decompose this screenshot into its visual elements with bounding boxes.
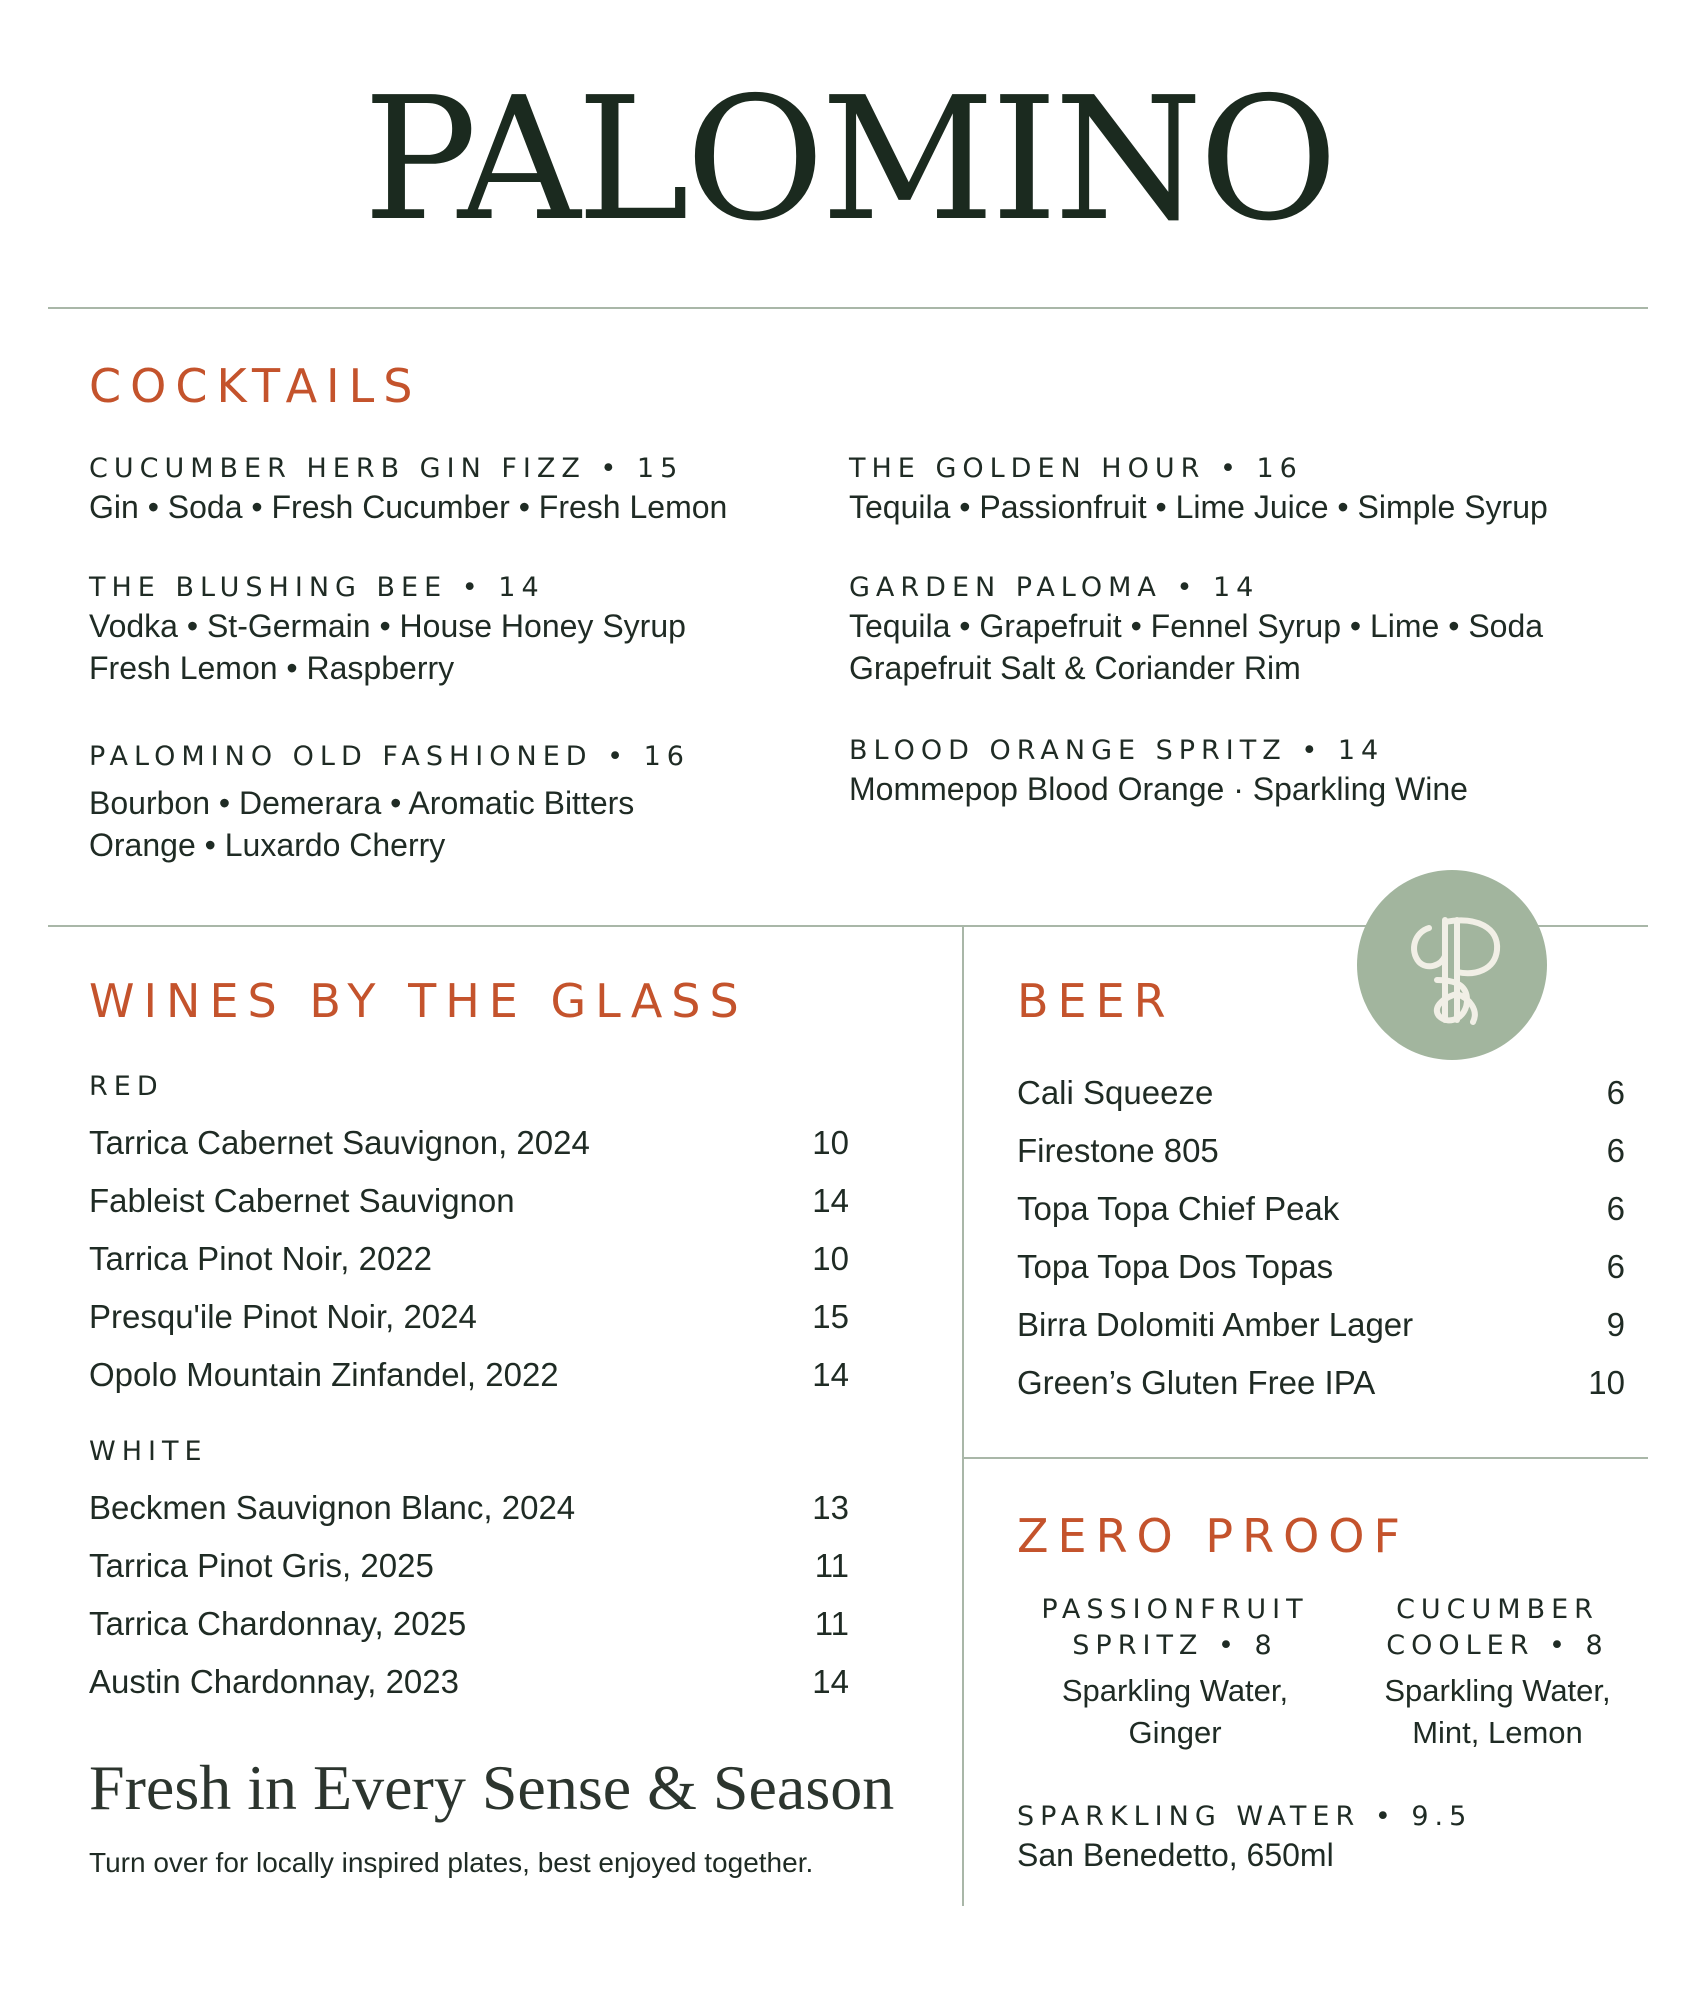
wine-subheading-red: RED	[89, 1071, 164, 1102]
wine-price: 14	[812, 1182, 849, 1219]
list-item	[1017, 1073, 1625, 1131]
beer-price: 6	[1606, 1074, 1625, 1111]
divider	[963, 1457, 1648, 1459]
wine-price: 11	[814, 1547, 849, 1584]
wine-subheading-white: WHITE	[89, 1436, 208, 1467]
list-item	[89, 1355, 849, 1413]
sparkling-water-desc: San Benedetto, 650ml	[1017, 1837, 1334, 1873]
cocktail-desc: Vodka • St-Germain • House Honey Syrup	[89, 608, 686, 644]
section-title-zero-proof: ZERO PROOF	[1017, 1509, 1409, 1563]
cocktail-name: THE GOLDEN HOUR • 16	[849, 453, 1303, 484]
cocktail-desc: Bourbon • Demerara • Aromatic Bitters	[89, 785, 635, 821]
cocktail-item	[89, 740, 690, 866]
zero-proof-desc: Ginger	[1128, 1715, 1222, 1750]
zero-proof-desc: Mint, Lemon	[1412, 1715, 1583, 1750]
list-item	[89, 1181, 849, 1239]
wine-price: 10	[812, 1124, 849, 1161]
wine-price: 13	[812, 1489, 849, 1526]
section-title-cocktails: COCKTAILS	[89, 359, 422, 413]
zero-proof-name: SPRITZ • 8	[1072, 1630, 1278, 1661]
wine-name: Tarrica Cabernet Sauvignon, 2024	[89, 1124, 590, 1161]
wine-name: Tarrica Pinot Noir, 2022	[89, 1240, 433, 1277]
beer-name: Firestone 805	[1017, 1132, 1219, 1169]
zero-proof-item	[1360, 1592, 1635, 1754]
wine-name: Tarrica Chardonnay, 2025	[89, 1605, 467, 1642]
cocktail-name: PALOMINO OLD FASHIONED • 16	[89, 741, 690, 772]
cocktail-desc: Tequila • Passionfruit • Lime Juice • Simple Syrup	[849, 489, 1548, 525]
cocktail-desc: Fresh Lemon • Raspberry	[89, 650, 455, 686]
list-item	[89, 1546, 849, 1604]
footer-note: Turn over for locally inspired plates, best enjoyed together.	[89, 1847, 814, 1878]
section-title-beer: BEER	[1017, 974, 1175, 1028]
beer-price: 6	[1606, 1132, 1625, 1169]
beer-name: Topa Topa Dos Topas	[1017, 1248, 1334, 1285]
cocktail-desc: Grapefruit Salt & Coriander Rim	[849, 650, 1301, 686]
cocktail-item	[849, 571, 1543, 689]
sparkling-water-name: SPARKLING WATER • 9.5	[1017, 1801, 1473, 1832]
column-divider	[962, 926, 964, 1906]
list-item	[89, 1297, 849, 1355]
wine-name: Fableist Cabernet Sauvignon	[89, 1182, 515, 1219]
list-item	[1017, 1363, 1625, 1421]
wine-price: 15	[812, 1298, 849, 1335]
red-wine-list	[89, 1123, 849, 1413]
wine-name: Beckmen Sauvignon Blanc, 2024	[89, 1489, 576, 1526]
zero-proof-desc: Sparkling Water,	[1061, 1673, 1289, 1708]
cocktail-item	[89, 571, 686, 689]
zero-proof-name: COOLER • 8	[1386, 1630, 1609, 1661]
zero-proof-desc: Sparkling Water,	[1384, 1673, 1611, 1708]
beer-list	[1017, 1073, 1625, 1421]
brand-logo: PALOMINO	[362, 61, 1335, 259]
list-item	[89, 1604, 849, 1662]
list-item	[1017, 1305, 1625, 1363]
wine-price: 11	[814, 1605, 849, 1642]
list-item	[89, 1123, 849, 1181]
beer-price: 6	[1606, 1248, 1625, 1285]
wine-name: Austin Chardonnay, 2023	[89, 1663, 459, 1700]
wine-name: Tarrica Pinot Gris, 2025	[89, 1547, 434, 1584]
divider	[48, 307, 1648, 309]
beer-name: Green’s Gluten Free IPA	[1017, 1364, 1376, 1401]
beer-price: 6	[1606, 1190, 1625, 1227]
list-item	[89, 1662, 849, 1720]
wine-name: Presqu'ile Pinot Noir, 2024	[89, 1298, 477, 1335]
wine-price: 10	[812, 1240, 849, 1277]
list-item	[1017, 1189, 1625, 1247]
wine-price: 14	[812, 1356, 849, 1393]
beer-name: Cali Squeeze	[1017, 1074, 1214, 1111]
beer-name: Topa Topa Chief Peak	[1017, 1190, 1340, 1227]
list-item	[1017, 1131, 1625, 1189]
tagline: Fresh in Every Sense & Season	[89, 1752, 895, 1823]
wine-name: Opolo Mountain Zinfandel, 2022	[89, 1356, 559, 1393]
cocktail-name: BLOOD ORANGE SPRITZ • 14	[849, 735, 1385, 766]
beer-name: Birra Dolomiti Amber Lager	[1017, 1306, 1414, 1343]
cocktail-desc: Mommepop Blood Orange · Sparkling Wine	[849, 771, 1468, 807]
zero-proof-item	[1010, 1592, 1340, 1754]
cocktail-desc: Tequila • Grapefruit • Fennel Syrup • Lime • Soda	[849, 608, 1544, 644]
cocktail-desc: Gin • Soda • Fresh Cucumber • Fresh Lemon	[89, 489, 728, 525]
zero-proof-name: CUCUMBER	[1396, 1594, 1599, 1625]
cocktail-item	[849, 452, 1548, 528]
list-item	[1017, 1247, 1625, 1305]
zero-proof-name: PASSIONFRUIT	[1041, 1594, 1309, 1625]
white-wine-list	[89, 1488, 849, 1720]
list-item	[89, 1239, 849, 1297]
cocktail-item	[849, 734, 1468, 810]
sparkling-water-item	[1017, 1800, 1472, 1876]
beer-price: 10	[1588, 1364, 1625, 1401]
cocktail-desc: Orange • Luxardo Cherry	[89, 827, 446, 863]
palomino-p-monogram-icon	[1357, 870, 1547, 1060]
cocktail-item	[89, 452, 727, 528]
section-title-wines: WINES BY THE GLASS	[89, 974, 748, 1028]
list-item	[89, 1488, 849, 1546]
cocktail-name: THE BLUSHING BEE • 14	[89, 572, 545, 603]
cocktail-name: CUCUMBER HERB GIN FIZZ • 15	[89, 453, 684, 484]
cocktail-name: GARDEN PALOMA • 14	[849, 572, 1260, 603]
palomino-monogram-icon	[1357, 870, 1547, 1060]
wine-price: 14	[812, 1663, 849, 1700]
beer-price: 9	[1606, 1306, 1625, 1343]
